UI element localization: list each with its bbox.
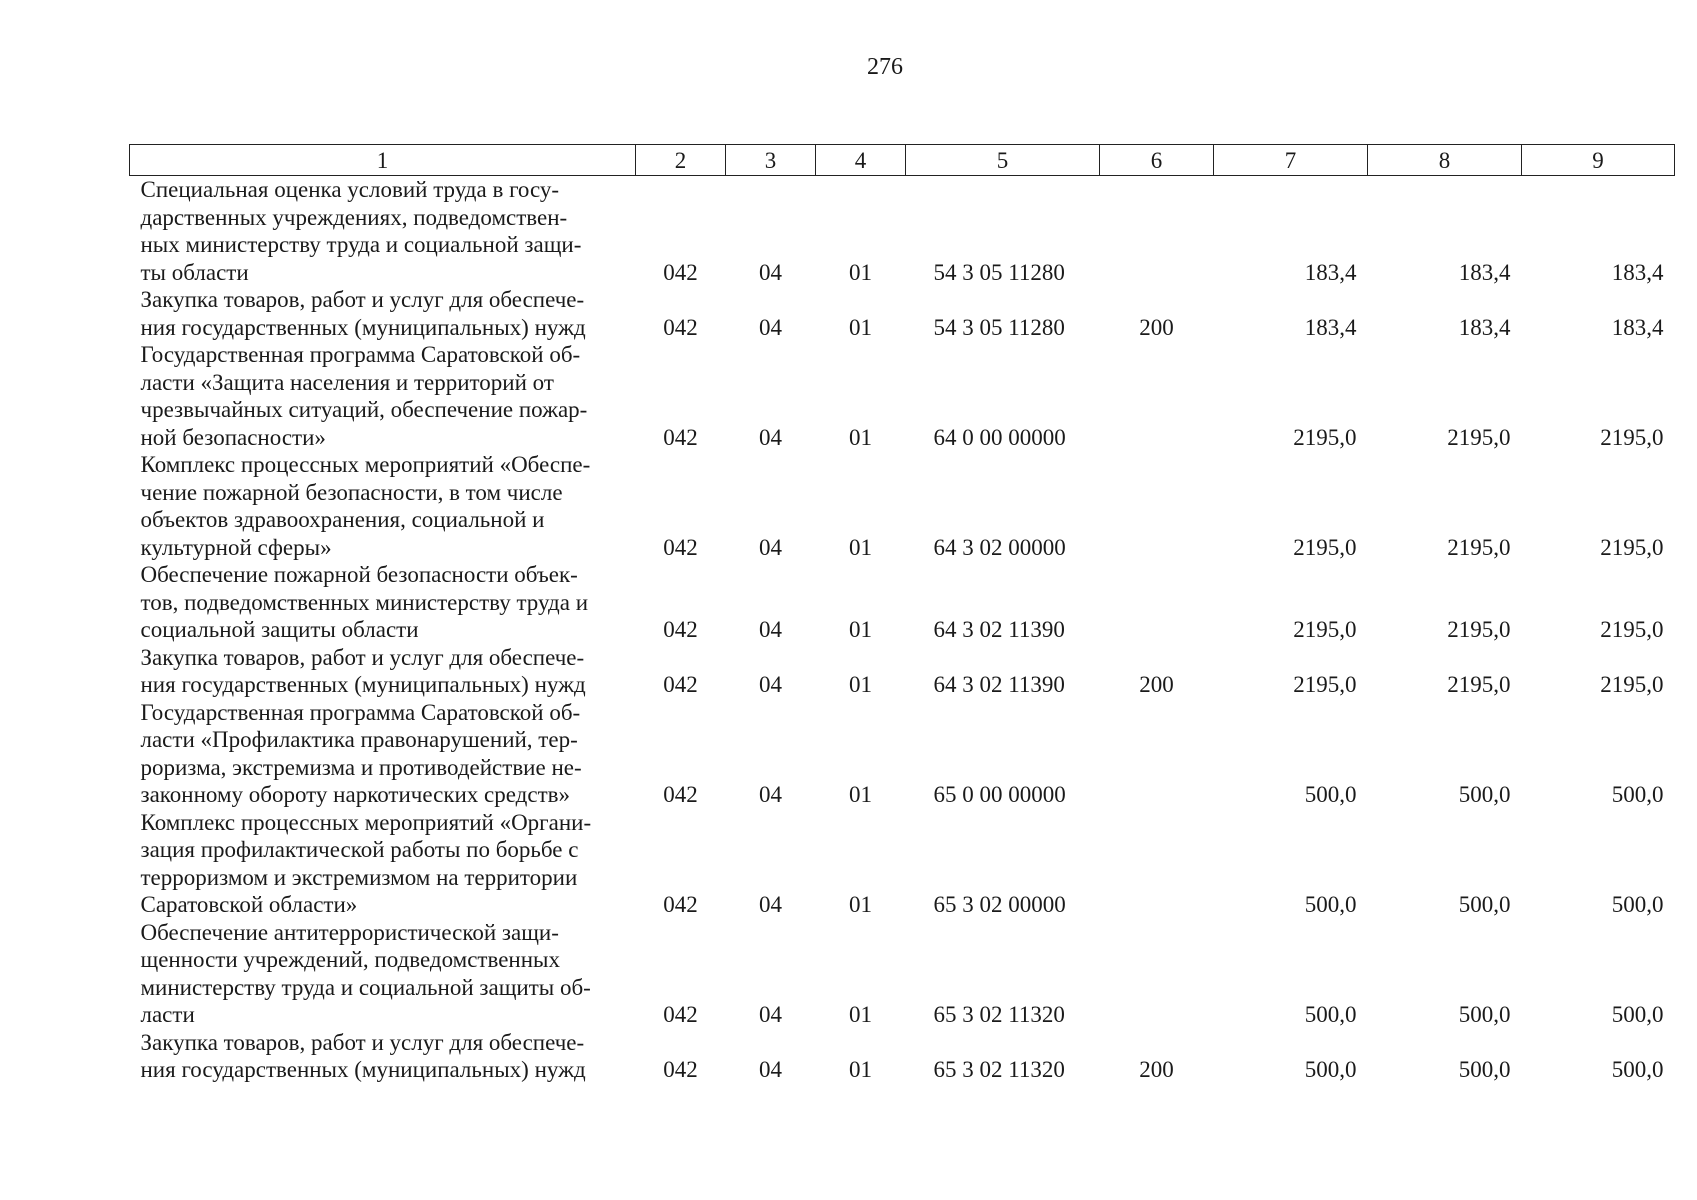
- expense-type-cell: [1100, 699, 1214, 809]
- subsection-cell: 01: [849, 314, 872, 340]
- description-line: ния государственных (муниципальных) нужд: [140, 672, 586, 697]
- expense-type-cell: [1100, 561, 1214, 644]
- subsection-cell: 01: [849, 259, 872, 285]
- table-row: [130, 176, 1675, 287]
- gov-code-cell: 042: [663, 314, 698, 340]
- header-cell: 3: [726, 145, 816, 176]
- expense-type-cell: 200: [1139, 314, 1174, 340]
- section-cell: 04: [759, 892, 782, 917]
- section-cell: 04: [759, 1057, 782, 1082]
- description-cell: [130, 176, 636, 287]
- amount-cell: 183,4: [1611, 314, 1664, 340]
- amount-cell: 183,4: [1611, 259, 1664, 285]
- header-cell: 4: [816, 145, 906, 176]
- description-line: Государственная программа Саратовской об-: [140, 342, 581, 367]
- amount-cell: 2195,0: [1600, 424, 1664, 450]
- table-body: [130, 176, 1675, 1084]
- description-line: Саратовской области»: [140, 892, 358, 917]
- table-row: [130, 919, 1675, 1029]
- description-cell: [130, 644, 636, 699]
- description-line: тов, подведомственных министерству труда и: [140, 589, 589, 615]
- target-article-cell: 64 3 02 00000: [933, 534, 1066, 560]
- description-line: министерству труда и социальной защиты об-: [140, 974, 591, 1000]
- amount-cell: 2195,0: [1447, 534, 1511, 560]
- gov-code-cell: 042: [663, 672, 698, 697]
- description-cell: [130, 341, 636, 451]
- target-article-cell: 65 3 02 11320: [933, 1002, 1065, 1027]
- header-row: [130, 145, 1675, 176]
- section-cell: 04: [759, 259, 782, 285]
- amount-cell: 2195,0: [1447, 617, 1511, 642]
- budget-table: [129, 144, 1675, 1084]
- description-line: социальной защиты области: [140, 617, 419, 642]
- description-line: Закупка товаров, работ и услуг для обеспече-: [140, 287, 585, 312]
- amount-cell: 2195,0: [1293, 617, 1357, 642]
- header-cell: 1: [130, 145, 636, 176]
- description-line: ласти «Защита населения и территорий от: [140, 369, 554, 395]
- amount-cell: 500,0: [1304, 1057, 1357, 1082]
- section-cell: 04: [759, 617, 782, 642]
- amount-cell: 2195,0: [1447, 424, 1511, 450]
- amount-cell: 500,0: [1304, 1002, 1357, 1027]
- description-line: ния государственных (муниципальных) нужд: [140, 1057, 586, 1082]
- description-line: ты области: [140, 259, 249, 285]
- section-cell: 04: [759, 672, 782, 697]
- description-line: ния государственных (муниципальных) нужд: [140, 314, 586, 340]
- expense-type-cell: [1100, 451, 1214, 561]
- target-article-cell: 65 0 00 00000: [933, 782, 1066, 807]
- table-row: [130, 1029, 1675, 1084]
- amount-cell: 500,0: [1611, 1002, 1664, 1027]
- gov-code-cell: 042: [663, 534, 698, 560]
- amount-cell: 183,4: [1458, 259, 1511, 285]
- amount-cell: 500,0: [1611, 782, 1664, 807]
- description-line: чрезвычайных ситуаций, обеспечение пожар-: [140, 397, 588, 422]
- amount-cell: 500,0: [1458, 1057, 1511, 1082]
- description-cell: [130, 1029, 636, 1084]
- section-cell: 04: [759, 782, 782, 807]
- table-row: [130, 451, 1675, 561]
- gov-code-cell: 042: [663, 782, 698, 807]
- header-cell: 6: [1100, 145, 1214, 176]
- amount-cell: 2195,0: [1447, 672, 1511, 697]
- description-line: Комплекс процессных мероприятий «Обеспе-: [140, 452, 591, 477]
- target-article-cell: 54 3 05 11280: [933, 314, 1065, 340]
- table-row: [130, 644, 1675, 699]
- header-cell: 9: [1522, 145, 1675, 176]
- description-line: ласти: [140, 1002, 195, 1027]
- amount-cell: 2195,0: [1293, 534, 1357, 560]
- gov-code-cell: 042: [663, 892, 698, 917]
- description-line: чение пожарной безопасности, в том числе: [140, 479, 563, 505]
- target-article-cell: 65 3 02 00000: [933, 892, 1066, 917]
- description-line: дарственных учреждениях, подведомствен-: [140, 204, 568, 230]
- section-cell: 04: [759, 424, 782, 450]
- description-cell: [130, 286, 636, 341]
- description-line: щенности учреждений, подведомственных: [140, 947, 560, 972]
- amount-cell: 500,0: [1458, 1002, 1511, 1027]
- gov-code-cell: 042: [663, 259, 698, 285]
- gov-code-cell: 042: [663, 1002, 698, 1027]
- description-cell: [130, 919, 636, 1029]
- amount-cell: 500,0: [1611, 1057, 1664, 1082]
- amount-cell: 500,0: [1304, 892, 1357, 917]
- table-row: [130, 809, 1675, 919]
- gov-code-cell: 042: [663, 424, 698, 450]
- description-line: ласти «Профилактика правонарушений, тер-: [140, 727, 578, 752]
- gov-code-cell: 042: [663, 617, 698, 642]
- target-article-cell: 64 3 02 11390: [933, 672, 1065, 697]
- expense-type-cell: [1100, 809, 1214, 919]
- expense-type-cell: 200: [1139, 672, 1174, 697]
- description-line: роризма, экстремизма и противодействие не-: [140, 754, 582, 780]
- subsection-cell: 01: [849, 892, 872, 917]
- amount-cell: 2195,0: [1293, 424, 1357, 450]
- amount-cell: 2195,0: [1600, 534, 1664, 560]
- description-line: Государственная программа Саратовской об-: [140, 699, 581, 725]
- gov-code-cell: 042: [663, 1057, 698, 1082]
- description-line: ных министерству труда и социальной защи-: [140, 232, 582, 257]
- expense-type-cell: [1100, 341, 1214, 451]
- subsection-cell: 01: [849, 424, 872, 450]
- description-cell: [130, 561, 636, 644]
- expense-type-cell: [1100, 919, 1214, 1029]
- amount-cell: 2195,0: [1600, 617, 1664, 642]
- target-article-cell: 54 3 05 11280: [933, 259, 1065, 285]
- target-article-cell: 64 0 00 00000: [933, 424, 1066, 450]
- section-cell: 04: [759, 314, 782, 340]
- subsection-cell: 01: [849, 617, 872, 642]
- section-cell: 04: [759, 534, 782, 560]
- table-row: [130, 286, 1675, 341]
- amount-cell: 500,0: [1458, 782, 1511, 807]
- expense-type-cell: 200: [1139, 1057, 1174, 1082]
- description-line: Закупка товаров, работ и услуг для обеспече-: [140, 644, 585, 670]
- description-line: законному обороту наркотических средств»: [140, 782, 570, 807]
- amount-cell: 500,0: [1304, 782, 1357, 807]
- header-cell: 8: [1368, 145, 1522, 176]
- description-cell: [130, 809, 636, 919]
- expense-type-cell: [1100, 176, 1214, 287]
- subsection-cell: 01: [849, 1002, 872, 1027]
- description-line: зация профилактической работы по борьбе с: [140, 837, 579, 862]
- amount-cell: 183,4: [1458, 314, 1511, 340]
- page-number: 276: [867, 54, 903, 80]
- target-article-cell: 64 3 02 11390: [933, 617, 1065, 642]
- description-line: Закупка товаров, работ и услуг для обеспече-: [140, 1029, 585, 1055]
- description-line: Обеспечение антитеррористической защи-: [140, 919, 559, 945]
- amount-cell: 500,0: [1611, 892, 1664, 917]
- table-row: [130, 561, 1675, 644]
- table-row: [130, 699, 1675, 809]
- subsection-cell: 01: [849, 1057, 872, 1082]
- description-line: объектов здравоохранения, социальной и: [140, 507, 545, 532]
- description-cell: [130, 699, 636, 809]
- amount-cell: 183,4: [1304, 314, 1357, 340]
- amount-cell: 183,4: [1304, 259, 1357, 285]
- description-cell: [130, 451, 636, 561]
- header-cell: 5: [906, 145, 1100, 176]
- description-line: ной безопасности»: [140, 424, 326, 450]
- description-line: терроризмом и экстремизмом на территории: [140, 864, 578, 890]
- amount-cell: 2195,0: [1600, 672, 1664, 697]
- table-row: [130, 341, 1675, 451]
- amount-cell: 2195,0: [1293, 672, 1357, 697]
- subsection-cell: 01: [849, 782, 872, 807]
- section-cell: 04: [759, 1002, 782, 1027]
- description-line: Обеспечение пожарной безопасности объек-: [140, 562, 578, 587]
- subsection-cell: 01: [849, 672, 872, 697]
- description-line: Комплекс процессных мероприятий «Органи-: [140, 809, 592, 835]
- subsection-cell: 01: [849, 534, 872, 560]
- description-line: культурной сферы»: [140, 534, 332, 560]
- header-cell: 7: [1214, 145, 1368, 176]
- target-article-cell: 65 3 02 11320: [933, 1057, 1065, 1082]
- description-line: Специальная оценка условий труда в госу-: [140, 177, 560, 202]
- amount-cell: 500,0: [1458, 892, 1511, 917]
- header-cell: 2: [636, 145, 726, 176]
